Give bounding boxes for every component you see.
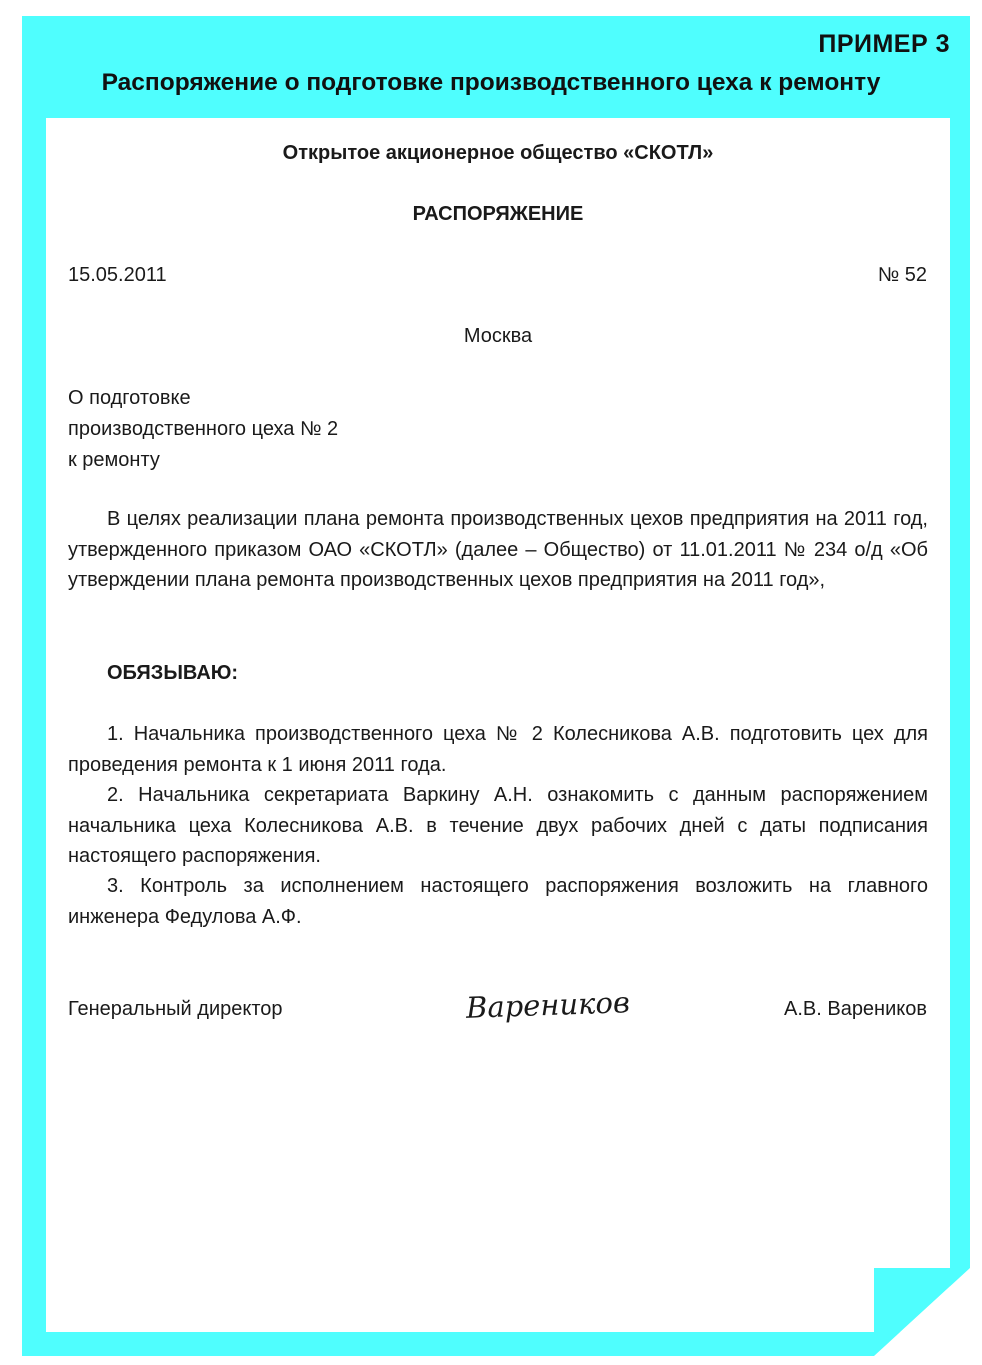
preamble-paragraph: В целях реализации плана ремонта производственных цехов предприятия на 2011 год, утвержденного приказом ОАО «СКОТЛ» (далее – Общество) от 11.01.2011 № 234 о/д «Об утверждении плана ремонта производственных цехов предприятия на 2011 год», — [68, 508, 928, 592]
document-date: 15.05.2011 — [68, 264, 167, 286]
subject-line-3: к ремонту — [68, 449, 160, 471]
frame-title: Распоряжение о подготовке производственного цеха к ремонту — [101, 69, 881, 96]
document-city: Москва — [463, 325, 533, 347]
organization-name: Открытое акционерное общество «СКОТЛ» — [282, 142, 714, 164]
directive-heading: ОБЯЗЫВАЮ: — [107, 662, 239, 684]
subject-line-1: О подготовке — [68, 387, 191, 409]
handwritten-signature: Вареников — [465, 985, 631, 1025]
document-number: № 52 — [877, 264, 927, 286]
document-type: РАСПОРЯЖЕНИЕ — [412, 203, 584, 225]
signer-position: Генеральный директор — [68, 998, 283, 1020]
subject-line-2: производственного цеха № 2 — [68, 418, 339, 440]
order-item-1: 1. Начальника производственного цеха № 2 Колесникова А.В. подготовить цех для проведения ремонта к 1 июня 2011 года. — [68, 723, 928, 776]
signer-name: А.В. Вареников — [784, 998, 927, 1020]
order-item-3: 3. Контроль за исполнением настоящего распоряжения возложить на главного инженера Федулова А.Ф. — [68, 875, 928, 928]
example-label: ПРИМЕР 3 — [818, 30, 950, 58]
order-item-2: 2. Начальника секретариата Варкину А.Н. ознакомить с данным распоряжением начальника цеха Колесникова А.В. в течение двух рабочих дней с даты подписания настоящего распоряжения. — [68, 784, 928, 868]
